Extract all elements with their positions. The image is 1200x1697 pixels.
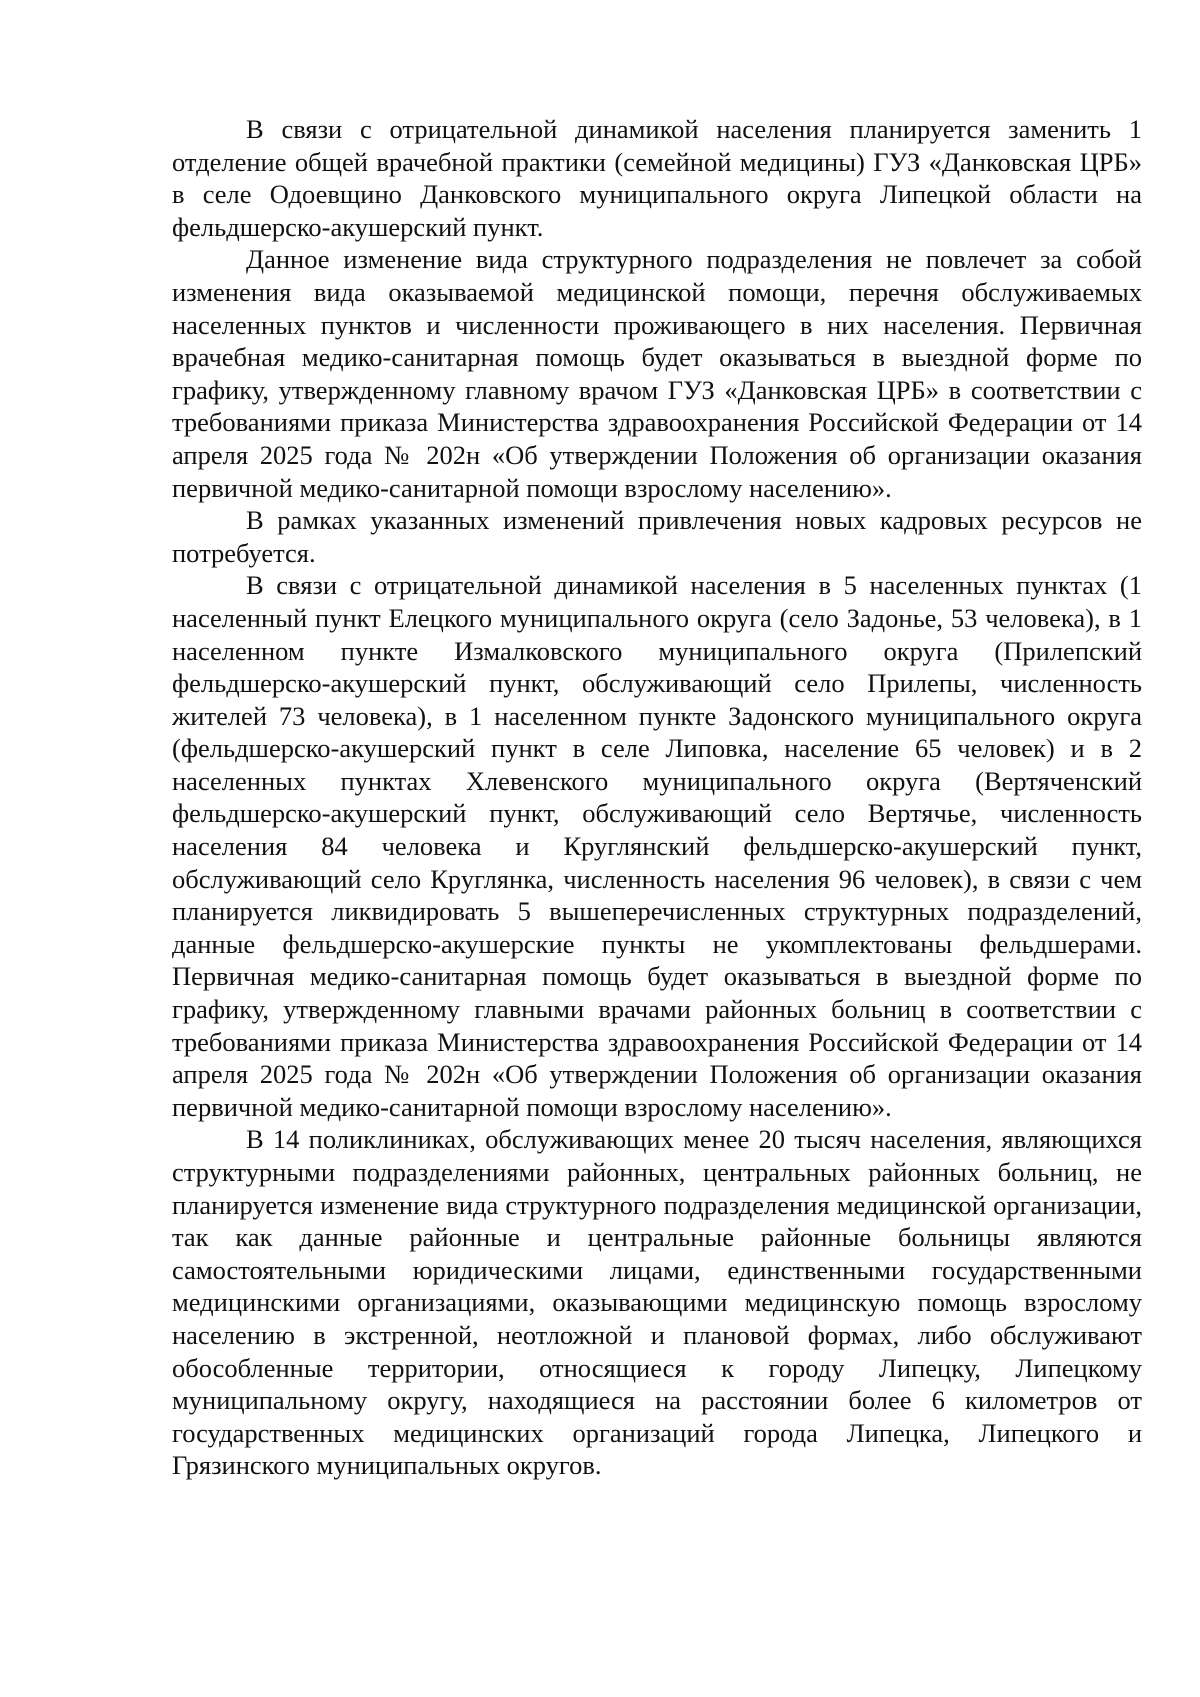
paragraph-medical-care-form: Данное изменение вида структурного подразделения не повлечет за собой изменения вида оказываемой медицинской помощи, перечня обслуживаемых населенных пунктов и численности проживающего в них населения. Первичная врачебная медико-санитарная помощь будет оказываться в выездной форме по графику, утвержденному главному врачом ГУЗ «Данковская ЦРБ» в соответствии с требованиями приказа Министерства здравоохранения Российской Федерации от 14 апреля 2025 года № 202н «Об утверждении Положения об организации оказания первичной медико-санитарной помощи взрослому населению». <box>172 244 1142 503</box>
paragraph-polyclinics: В 14 поликлиниках, обслуживающих менее 20 тысяч населения, являющихся структурными подразделениями районных, центральных районных больниц, не планируется изменение вида структурного подразделения медицинской организации, так как данные районные и центральные районные больницы являются самостоятельными юридическими лицами, единственными государственными медицинскими организациями, оказывающими медицинскую помощь взрослому населению в экстренной, неотложной и плановой формах, либо обслуживают обособленные территории, относящиеся к городу Липецку, Липецкому муниципальному округу, находящиеся на расстоянии более 6 километров от государственных медицинских организаций города Липецка, Липецкого и Грязинского муниципальных округов. <box>172 1124 1142 1481</box>
paragraph-staff-resources: В рамках указанных изменений привлечения новых кадровых ресурсов не потребуется. <box>172 505 1142 568</box>
paragraph-odeovshchino: В связи с отрицательной динамикой населения планируется заменить 1 отделение общей врачебной практики (семейной медицины) ГУЗ «Данковская ЦРБ» в селе Одоевщино Данковского муниципального округа Липецкой области на фельдшерско-акушерский пункт. <box>172 114 1142 242</box>
document-body <box>172 113 1142 1482</box>
paragraph-fap-liquidation: В связи с отрицательной динамикой населения в 5 населенных пунктах (1 населенный пункт Елецкого муниципального округа (село Задонье, 53 человека), в 1 населенном пункте Измалковского муниципального округа (Прилепский фельдшерско-акушерский пункт, обслуживающий село Прилепы, численность жителей 73 человека), в 1 населенном пункте Задонского муниципального округа (фельдшерско-акушерский пункт в селе Липовка, население 65 человек) и в 2 населенных пунктах Хлевенского муниципального округа (Вертяченский фельдшерско-акушерский пункт, обслуживающий село Вертячье, численность населения 84 человека и Круглянский фельдшерско-акушерский пункт, обслуживающий село Круглянка, численность населения 96 человек), в связи с чем планируется ликвидировать 5 вышеперечисленных структурных подразделений, данные фельдшерско-акушерские пункты не укомплектованы фельдшерами. Первичная медико-санитарная помощь будет оказываться в выездной форме по графику, утвержденному главными врачами районных больниц в соответствии с требованиями приказа Министерства здравоохранения Российской Федерации от 14 апреля 2025 года № 202н «Об утверждении Положения об организации оказания первичной медико-санитарной помощи взрослому населению». <box>172 570 1142 1122</box>
